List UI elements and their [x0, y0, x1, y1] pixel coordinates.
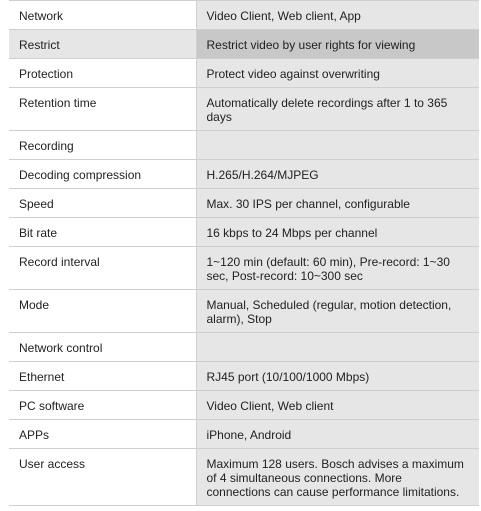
row-value: 16 kbps to 24 Mbps per channel: [196, 218, 479, 247]
table-row: [9, 59, 479, 88]
row-value: Manual, Scheduled (regular, motion detection, alarm), Stop: [196, 290, 479, 333]
table-row: [9, 189, 479, 218]
row-label: Retention time: [9, 88, 196, 131]
row-label: Mode: [9, 290, 196, 333]
table-row: [9, 290, 479, 333]
row-label: Ethernet: [9, 362, 196, 391]
row-label: APPs: [9, 420, 196, 449]
row-value: Video Client, Web client, App: [196, 1, 479, 30]
row-value: Video Client, Web client: [196, 391, 479, 420]
row-value: Maximum 128 users. Bosch advises a maximum of 4 simultaneous connections. More connections can cause performance limitations.: [196, 449, 479, 506]
row-value: RJ45 port (10/100/1000 Mbps): [196, 362, 479, 391]
table-row: [9, 131, 479, 160]
table-row: [9, 420, 479, 449]
row-label: User access: [9, 449, 196, 506]
row-value: H.265/H.264/MJPEG: [196, 160, 479, 189]
table-row: [9, 333, 479, 362]
table-row: [9, 391, 479, 420]
table-row: [9, 1, 479, 30]
row-label: Record interval: [9, 247, 196, 290]
table-row: [9, 88, 479, 131]
row-label: Network: [9, 1, 196, 30]
row-value: Restrict video by user rights for viewing: [196, 30, 479, 59]
row-value: Max. 30 IPS per channel, configurable: [196, 189, 479, 218]
table-row: [9, 362, 479, 391]
row-value: Automatically delete recordings after 1 to 365 days: [196, 88, 479, 131]
row-value: [196, 131, 479, 160]
row-label: Recording: [9, 131, 196, 160]
row-label: Network control: [9, 333, 196, 362]
row-label: PC software: [9, 391, 196, 420]
table-row: [9, 218, 479, 247]
row-label: Decoding compression: [9, 160, 196, 189]
table-row: [9, 30, 479, 59]
row-label: Restrict: [9, 30, 196, 59]
spec-table: [9, 0, 479, 506]
row-label: Protection: [9, 59, 196, 88]
row-value: [196, 333, 479, 362]
table-row: [9, 160, 479, 189]
row-label: Speed: [9, 189, 196, 218]
row-value: iPhone, Android: [196, 420, 479, 449]
row-label: Bit rate: [9, 218, 196, 247]
table-row: [9, 247, 479, 290]
row-value: Protect video against overwriting: [196, 59, 479, 88]
row-value: 1~120 min (default: 60 min), Pre-record: 1~30 sec, Post-record: 10~300 sec: [196, 247, 479, 290]
table-row: [9, 449, 479, 506]
